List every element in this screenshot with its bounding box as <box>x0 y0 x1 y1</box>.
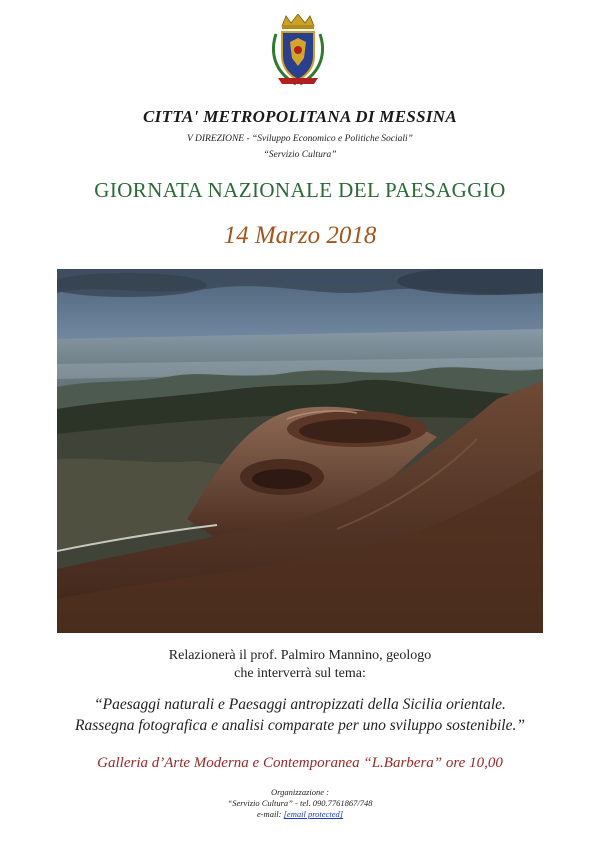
direzione-line: V DIREZIONE - “Sviluppo Economico e Politiche Sociali” <box>187 134 413 144</box>
quote-line-1: “Paesaggi naturali e Paesaggi antropizzati della Sicilia orientale. <box>94 696 506 713</box>
organizer-footer <box>0 787 600 820</box>
speaker-text <box>0 647 600 683</box>
coat-of-arms-icon <box>268 14 328 88</box>
landscape-photo <box>57 269 543 633</box>
quote-line-2: Rassegna fotografica e analisi comparate per uno sviluppo sostenibile.” <box>75 717 525 734</box>
organization-title: CITTA' METROPOLITANA DI MESSINA <box>143 107 457 126</box>
contact-line: “Servizio Cultura” - tel. 090.7761867/748 <box>227 798 373 808</box>
venue-time: Galleria d’Arte Moderna e Contemporanea “L.Barbera” ore 10,00 <box>97 755 503 771</box>
event-title: GIORNATA NAZIONALE DEL PAESAGGIO <box>94 178 506 202</box>
email-link[interactable]: [email protected] <box>283 809 344 819</box>
speaker-line-1: Relazionerà il prof. Palmiro Mannino, geologo <box>168 648 432 663</box>
event-date: 14 Marzo 2018 <box>223 222 377 249</box>
email-label: e-mail: <box>256 809 282 819</box>
email-line <box>0 809 600 820</box>
talk-title-quote <box>0 694 600 736</box>
servizio-line: “Servizio Cultura” <box>263 150 337 160</box>
speaker-line-2: che interverrà sul tema: <box>234 666 366 681</box>
organizzazione-label: Organizzazione : <box>270 787 329 797</box>
